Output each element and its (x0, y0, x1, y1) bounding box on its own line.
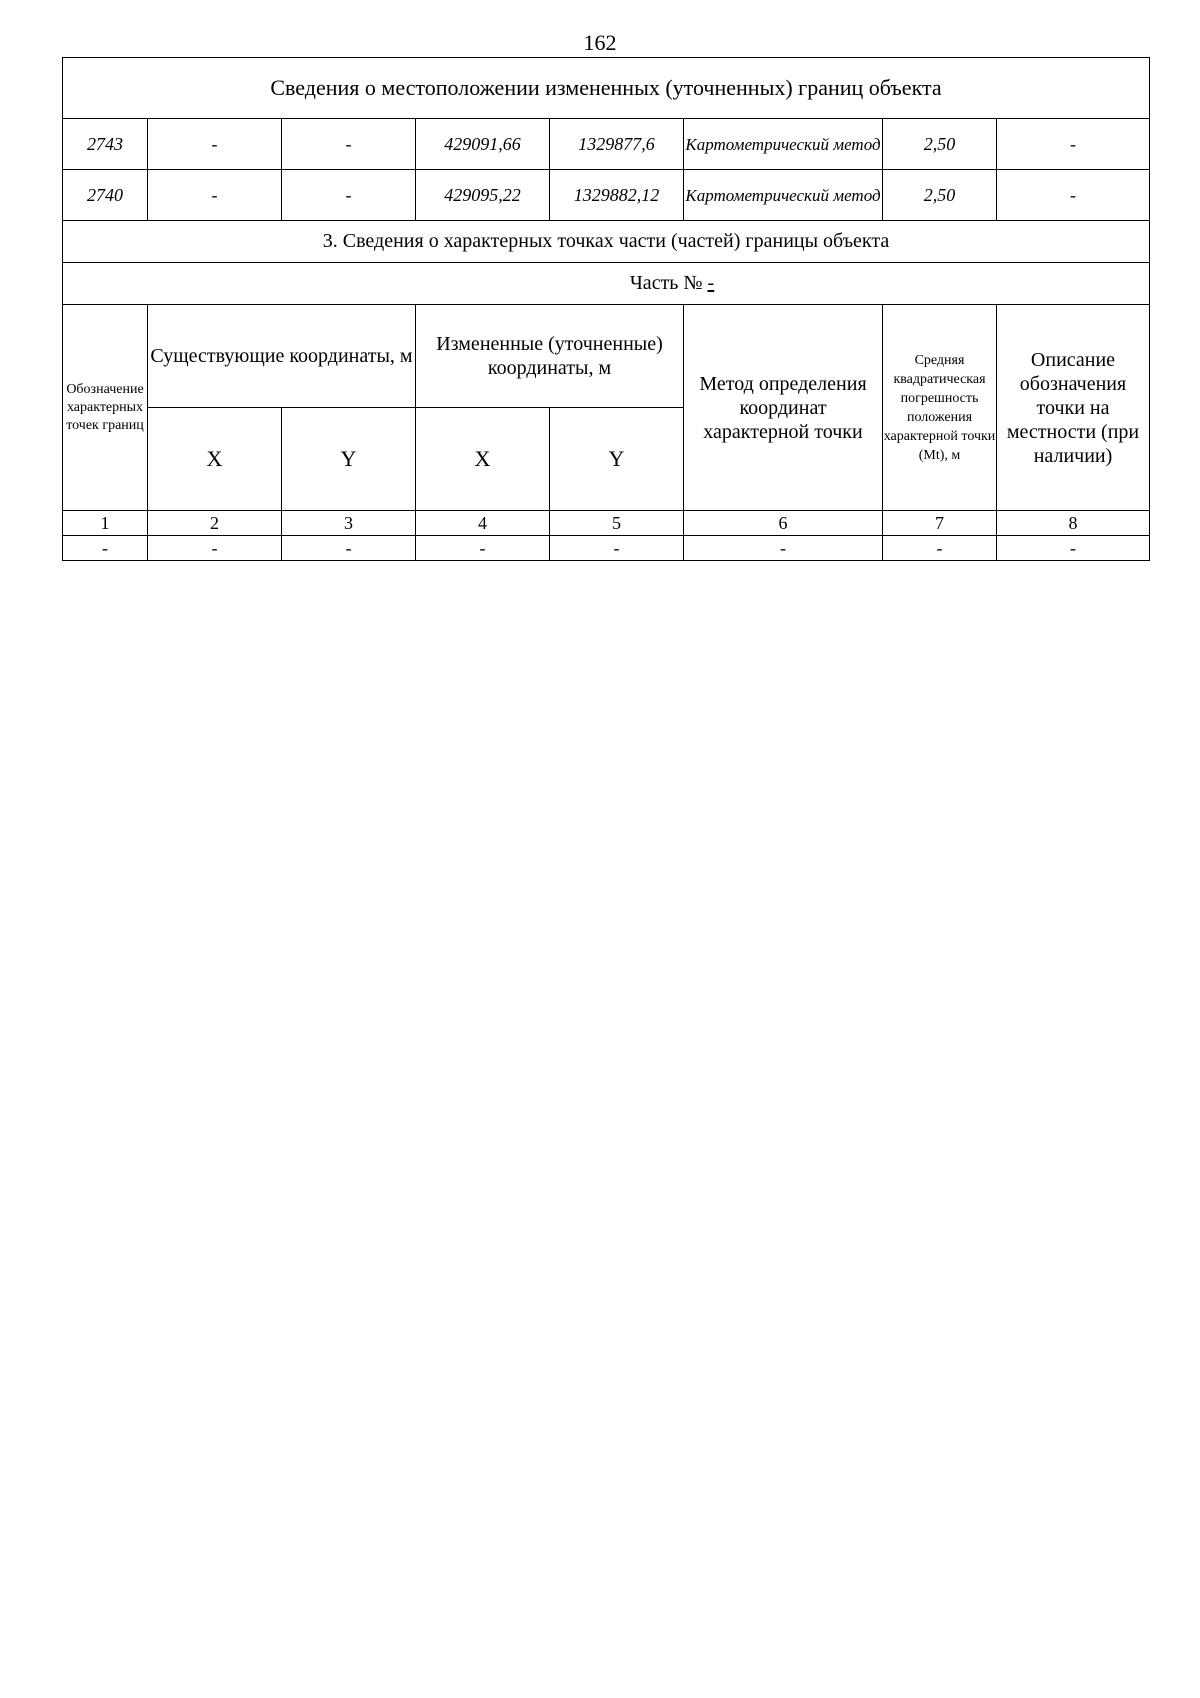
new-y-cell: 1329882,12 (550, 170, 684, 221)
header-existing-coords: Существующие координаты, м (148, 305, 416, 408)
new-x-cell: 429091,66 (416, 119, 550, 170)
new-y-cell: 1329877,6 (550, 119, 684, 170)
table-row (63, 119, 1150, 170)
empty-cell: - (550, 536, 684, 561)
column-number-row (63, 511, 1150, 536)
header-method: Метод определения координат характерной точки (684, 305, 883, 511)
header-point-designation: Обозначение характерных точек границ (63, 305, 148, 511)
changed-section-title: Сведения о местоположении измененных (уточненных) границ объекта (63, 58, 1150, 119)
empty-cell: - (416, 536, 550, 561)
method-cell: Картометрический метод (684, 170, 883, 221)
empty-cell: - (684, 536, 883, 561)
table-row (63, 170, 1150, 221)
method-cell: Картометрический метод (684, 119, 883, 170)
header-changed-y: Y (550, 408, 684, 511)
description-cell: - (997, 170, 1150, 221)
empty-cell: - (148, 536, 282, 561)
part-cell (63, 263, 1150, 305)
column-number: 3 (282, 511, 416, 536)
new-x-cell: 429095,22 (416, 170, 550, 221)
section3-title: 3. Сведения о характерных точках части (частей) границы объекта (63, 221, 1150, 263)
column-number: 5 (550, 511, 684, 536)
column-number: 8 (997, 511, 1150, 536)
column-number: 4 (416, 511, 550, 536)
column-number: 1 (63, 511, 148, 536)
exist-y-cell: - (282, 119, 416, 170)
exist-x-cell: - (148, 170, 282, 221)
empty-cell: - (63, 536, 148, 561)
changed-section-title-row (63, 58, 1150, 119)
empty-cell: - (997, 536, 1150, 561)
table-row (63, 536, 1150, 561)
point-cell: 2740 (63, 170, 148, 221)
empty-cell: - (883, 536, 997, 561)
header-accuracy: Средняя квадратическая погрешность положения характерной точки (Mt), м (883, 305, 997, 511)
part-value: - (707, 272, 715, 294)
header-existing-x: X (148, 408, 282, 511)
header-description: Описание обозначения точки на местности (при наличии) (997, 305, 1150, 511)
empty-cell: - (282, 536, 416, 561)
column-number: 2 (148, 511, 282, 536)
section3-title-row (63, 221, 1150, 263)
column-number: 6 (684, 511, 883, 536)
header-changed-x: X (416, 408, 550, 511)
header-changed-coords: Измененные (уточненные) координаты, м (416, 305, 684, 408)
part-row (63, 263, 1150, 305)
coordinates-table (62, 57, 1150, 561)
description-cell: - (997, 119, 1150, 170)
exist-y-cell: - (282, 170, 416, 221)
exist-x-cell: - (148, 119, 282, 170)
accuracy-cell: 2,50 (883, 170, 997, 221)
column-number: 7 (883, 511, 997, 536)
header-existing-y: Y (282, 408, 416, 511)
accuracy-cell: 2,50 (883, 119, 997, 170)
point-cell: 2743 (63, 119, 148, 170)
header-row-1 (63, 305, 1150, 408)
page-number: 162 (583, 30, 617, 55)
part-label: Часть № (629, 272, 703, 294)
